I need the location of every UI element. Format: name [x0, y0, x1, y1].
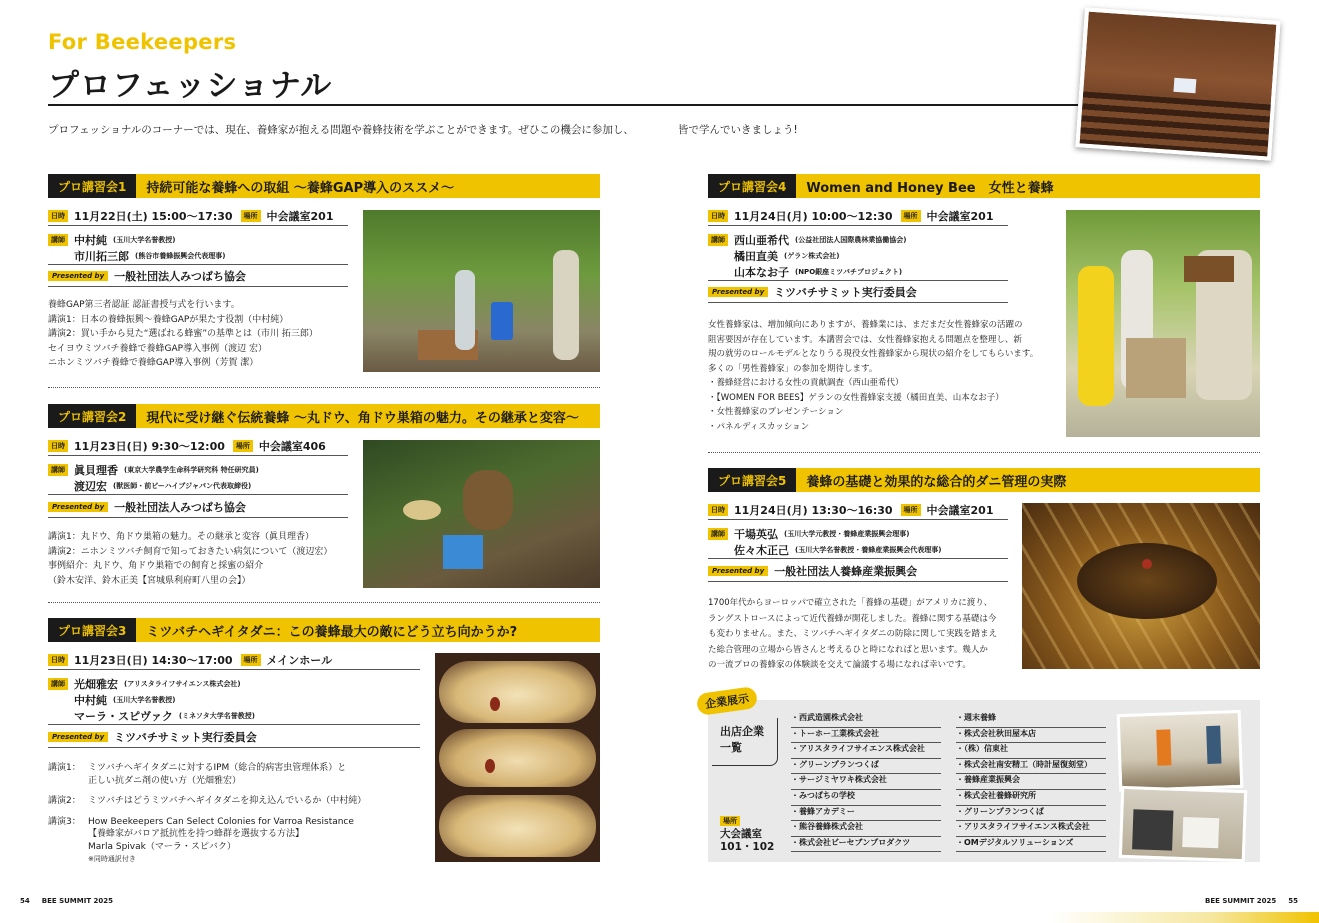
exhibitor-item: ・トーホー工業株式会社	[791, 728, 941, 744]
lecturer-name: マーラ・スピヴァク	[74, 710, 173, 723]
divider	[48, 286, 348, 287]
page-number-right: 55	[1288, 897, 1299, 905]
presented-label: Presented by	[48, 732, 108, 742]
lecturer-name: 橘田直美	[734, 250, 778, 263]
body-line: 養蜂GAP第三者認証 認証書授与式を行います。	[48, 300, 240, 310]
talk-3: How Beekeepers Can Select Colonies for Varroa Resistance	[88, 816, 354, 827]
divider	[708, 302, 1008, 303]
page-title: プロフェッショナル	[48, 68, 333, 104]
exhibitor-item: ・アリスタライフサイエンス株式会社	[791, 743, 941, 759]
talk-3-jp: 【養蜂家がバロア抵抗性を持つ蜂群を選抜する方法】	[88, 829, 305, 839]
expo-badge: 企業展示	[696, 686, 758, 716]
body-line: （鈴木安洋、鈴木正美【宮城県利府町八里の会】）	[48, 575, 251, 586]
body-line: 事例紹介：丸ドウ、角ドウ巣箱での飼育と採蜜の紹介	[48, 561, 264, 571]
lecture-5-date: 11月24日(月) 13:30～16:30	[734, 504, 893, 517]
date-label: 日時	[708, 504, 728, 516]
lecture-3-lecturer-1	[48, 676, 241, 692]
exhibitor-item: ・週末養蜂	[956, 712, 1106, 728]
body-line: 阻害要因が存在しています。本講習会では、女性養蜂家抱える問題点を整理し、新	[708, 334, 1022, 345]
lecture-1-lecturer-1	[48, 232, 175, 248]
body-line: 講演1：丸ドウ、角ドウ巣箱の魅力。その継承と変容（眞貝理香）	[48, 532, 315, 542]
body-line: 講演2：買い手から見た“選ばれる蜂蜜”の基準とは（市川 拓三郎）	[48, 329, 318, 339]
presenter-name: 一般社団法人みつばち協会	[114, 270, 246, 283]
page-number-left: 54	[20, 897, 30, 905]
lecture-5-header	[708, 468, 1260, 492]
exhibitor-item: ・（株）信東社	[956, 743, 1106, 759]
lecture-2-date: 11月23日(日) 9:30～12:00	[74, 440, 225, 453]
divider	[48, 494, 348, 495]
body-line: 1700年代からヨーロッパで確立された「養蜂の基礎」がアメリカに渡り、	[708, 598, 993, 608]
title-rule	[48, 104, 1078, 106]
body-line: 講演2：ニホンミツバチ飼育で知っておきたい病気について（渡辺宏）	[48, 546, 333, 557]
body-line: の一流プロの養蜂家の体験談を交えて論議する場になれば幸いです。	[708, 660, 971, 670]
lecture-5-lecturer-2	[734, 542, 941, 558]
lecture-4-venue: 中会議室201	[926, 210, 994, 223]
expo-venue	[720, 814, 774, 854]
exhibitor-item: ・OMデジタルソリューションズ	[956, 837, 1106, 853]
presented-label: Presented by	[708, 566, 768, 576]
talk-label: 講演3：	[48, 816, 81, 827]
talk-label: 講演2：	[48, 796, 81, 806]
lecture-5-datetime	[708, 502, 994, 518]
lecturer-affil: (玉川大学名誉教授・養蜂産業振興会代表理事)	[795, 546, 942, 554]
lecturer-affil: (アリスタライフサイエンス株式会社)	[124, 680, 241, 688]
interpretation-note: ※同時通訳付き	[88, 855, 136, 863]
lecture-3-datetime	[48, 652, 332, 668]
expo-photo-2	[1119, 786, 1247, 862]
exhibitor-item: ・養蜂アカデミー	[791, 806, 941, 822]
lecture-1-photo	[363, 210, 600, 372]
lecturer-affil: (東京大学農学生命科学研究科 特任研究員)	[124, 466, 259, 474]
lecture-1-presenter	[48, 268, 246, 284]
exhibitor-item: ・グリーンプランつくば	[956, 806, 1106, 822]
body-line: ・養蜂経営における女性の貢献調査（西山亜希代）	[708, 378, 904, 388]
venue-label: 場所	[241, 210, 261, 222]
exhibitor-item: ・サージミヤワキ株式会社	[791, 774, 941, 790]
lecture-4-date: 11月24日(月) 10:00～12:30	[734, 210, 893, 223]
exhibitor-item: ・みつばちの学校	[791, 790, 941, 806]
exhibitor-item: ・グリーンプランつくば	[791, 759, 941, 775]
section-divider	[48, 387, 600, 388]
divider	[708, 558, 1008, 559]
body-line: 女性養蜂家は、増加傾向にありますが、養蜂業には、まだまだ女性養蜂家の活躍の	[708, 320, 1023, 330]
divider	[708, 280, 1008, 281]
divider	[48, 724, 420, 725]
presenter-name: 一般社団法人養蜂産業振興会	[774, 565, 918, 578]
lecture-5-tag: プロ講習会5	[708, 468, 796, 492]
venue-label: 場所	[241, 654, 261, 666]
exhibitor-item: ・株式会社ビーセブンプロダクツ	[791, 837, 941, 853]
lecture-4-lecturer-3	[734, 264, 902, 280]
section-divider	[48, 602, 600, 603]
lecture-2-title: 現代に受け継ぐ伝統養蜂 ～丸ドウ、角ドウ巣箱の魅力。その継承と変容～	[146, 410, 579, 426]
divider	[708, 225, 1008, 226]
lecture-5-venue: 中会議室201	[926, 504, 994, 517]
exhibitor-item: ・株式会社養蜂研究所	[956, 790, 1106, 806]
lecture-2-photo	[363, 440, 600, 588]
lecture-2-header	[48, 404, 600, 428]
intro-text: プロフェッショナルのコーナーでは、現在、養蜂家が抱える問題や養蜂技術を学ぶことができます。ぜひこの機会に参加し、	[48, 124, 634, 136]
presenter-name: ミツバチサミット実行委員会	[774, 286, 917, 299]
presented-label: Presented by	[48, 502, 108, 512]
footer-title-left: BEE SUMMIT 2025	[41, 897, 114, 905]
lecturer-name: 佐々木正己	[734, 544, 789, 557]
lecture-2-lecturer-2	[74, 478, 251, 494]
lecturer-label: 講師	[708, 528, 728, 540]
lecture-4-datetime	[708, 208, 994, 224]
lecturer-affil: (玉川大学名誉教授)	[113, 696, 176, 704]
lecture-1-venue: 中会議室201	[266, 210, 334, 223]
lecture-5-presenter	[708, 563, 917, 579]
lecture-4-lecturer-2	[734, 248, 839, 264]
lecture-3-photo	[435, 653, 600, 862]
corner-stripe	[1050, 912, 1319, 923]
body-line: ・パネルディスカッション	[708, 421, 810, 432]
lecture-4-title: Women and Honey Bee 女性と養蜂	[806, 180, 1054, 196]
lecture-3-title: ミツバチヘギイタダニ：この養蜂最大の敵にどう立ち向かうか?	[146, 624, 518, 640]
lecture-2-body	[48, 530, 332, 588]
divider	[48, 225, 348, 226]
exhibitor-item: ・株式会社南安精工（時計屋復刻堂）	[956, 759, 1106, 775]
body-line: ラングストロースによって近代養蜂が開花しました。養蜂に関する基礎は今	[708, 613, 997, 624]
body-line: セイヨウミツバチ養蜂で養蜂GAP導入事例（渡辺 宏）	[48, 343, 267, 354]
body-line: 講演1：日本の養蜂振興～養蜂GAPが果たす役割（中村純）	[48, 314, 289, 325]
lecturer-affil: (玉川大学元教授・養蜂産業振興会理事)	[784, 530, 910, 538]
lecture-4-header	[708, 174, 1260, 198]
lecturer-label: 講師	[708, 234, 728, 246]
lecture-1-datetime	[48, 208, 334, 224]
lecturer-label: 講師	[48, 464, 68, 476]
lecture-3-body	[48, 762, 366, 866]
lecture-5-title: 養蜂の基礎と効果的な総合的ダニ管理の実際	[806, 474, 1067, 490]
lecturer-affil: (公益社団法人国際農林業協働協会)	[795, 236, 907, 244]
lecture-2-venue: 中会議室406	[258, 440, 326, 453]
lecture-3-tag: プロ講習会3	[48, 618, 136, 642]
exhibitor-item: ・熊谷養蜂株式会社	[791, 821, 941, 837]
presenter-name: 一般社団法人みつばち協会	[114, 501, 246, 514]
date-label: 日時	[708, 210, 728, 222]
lecturer-name: 眞貝理香	[74, 464, 118, 477]
lecture-4-photo	[1066, 210, 1260, 437]
divider	[708, 581, 1008, 582]
divider	[48, 669, 420, 670]
lecture-2-tag: プロ講習会2	[48, 404, 136, 428]
expo-photo-1	[1117, 710, 1244, 792]
lecture-4-lecturer-1	[708, 232, 906, 248]
lecture-hall-photo	[1075, 7, 1280, 160]
presented-label: Presented by	[708, 287, 768, 297]
lecture-4-body	[708, 318, 1038, 434]
lecturer-name: 中村純	[74, 694, 107, 707]
date-label: 日時	[48, 210, 68, 222]
date-label: 日時	[48, 654, 68, 666]
footer-right	[1205, 897, 1298, 905]
expo-venue-2: 101・102	[720, 841, 775, 853]
body-line: 多くの「男性養蜂家」の参加を期待します。	[708, 363, 878, 374]
lecturer-label: 講師	[48, 678, 68, 690]
lecture-5-body	[708, 596, 997, 674]
lecture-2-presenter	[48, 499, 246, 515]
expo-venue-1: 大会議室	[720, 828, 762, 840]
lecture-3-presenter	[48, 729, 257, 745]
lecture-1-date: 11月22日(土) 15:00～17:30	[74, 210, 233, 223]
lecturer-affil: (NPO銀座ミツバチプロジェクト)	[795, 268, 903, 276]
footer-title-right: BEE SUMMIT 2025	[1205, 897, 1277, 905]
body-line: ・【WOMEN FOR BEES】ゲランの女性養蜂家支援（橘田直美、山本なお子）	[708, 392, 1004, 403]
talk-1-cont: 正しい抗ダニ剤の使い方（光畑雅宏）	[88, 775, 242, 786]
exhibitor-item: ・西武造園株式会社	[791, 712, 941, 728]
lecture-3-date: 11月23日(日) 14:30～17:00	[74, 654, 233, 667]
lecture-5-lecturer-1	[708, 526, 909, 542]
body-line: ニホンミツバチ養蜂で養蜂GAP導入事例（芳賀 潔）	[48, 358, 259, 368]
venue-label: 場所	[901, 504, 921, 516]
talk-1: ミツバチヘギイタダニに対するIPM（総合的病害虫管理体系）と	[88, 763, 347, 773]
intro-text-2: 皆で学んでいきましょう!	[678, 124, 798, 136]
expo-heading-bracket	[712, 718, 778, 766]
lecture-4-presenter	[708, 284, 917, 300]
lecture-3-header	[48, 618, 600, 642]
lecture-1-lecturer-2	[74, 248, 225, 264]
body-line: た総合管理の立場から皆さんと考えるひと時になればと思います。幾人か	[708, 644, 988, 655]
lecture-4-tag: プロ講習会4	[708, 174, 796, 198]
lecture-2-datetime	[48, 438, 326, 454]
lecturer-label: 講師	[48, 234, 68, 246]
lecturer-name: 光畑雅宏	[74, 678, 118, 691]
lecture-3-lecturer-2	[74, 692, 175, 708]
lecture-1-title: 持続可能な養蜂への取組 ～養蜂GAP導入のススメ～	[146, 180, 455, 196]
lecturer-affil: (ミネソタ大学名誉教授)	[178, 712, 256, 720]
talk-2: ミツバチはどうミツバチヘギイタダニを抑え込んでいるか（中村純）	[88, 796, 367, 806]
lecture-2-lecturer-1	[48, 462, 259, 478]
exhibitor-list-1	[791, 712, 941, 852]
lecture-5-photo	[1022, 503, 1260, 669]
exhibitor-list-2	[956, 712, 1106, 852]
divider	[708, 519, 1008, 520]
divider	[48, 264, 348, 265]
section-divider	[708, 452, 1260, 453]
exhibitor-item: ・アリスタライフサイエンス株式会社	[956, 821, 1106, 837]
eyebrow: For Beekeepers	[48, 30, 237, 54]
lecturer-affil: (ゲラン株式会社)	[784, 252, 840, 260]
lecture-3-lecturer-3	[74, 708, 255, 724]
body-line: 規の就労のロールモデルとなりうる現役女性養蜂家から現状の紹介をしてもらいます。	[708, 349, 1039, 359]
lecturer-affil: (玉川大学名誉教授)	[113, 236, 176, 244]
divider	[48, 747, 420, 748]
talk-3-speaker: Marla Spivak（マーラ・スピバク）	[88, 841, 236, 852]
venue-label: 場所	[901, 210, 921, 222]
presented-label: Presented by	[48, 271, 108, 281]
exhibitor-item: ・株式会社秋田屋本店	[956, 728, 1106, 744]
lecturer-name: 山本なお子	[734, 266, 789, 279]
lecture-1-header	[48, 174, 600, 198]
divider	[48, 455, 348, 456]
lecturer-name: 西山亜希代	[734, 234, 789, 247]
date-label: 日時	[48, 440, 68, 452]
presenter-name: ミツバチサミット実行委員会	[114, 731, 257, 744]
venue-label: 場所	[720, 816, 740, 826]
lecturer-affil: (獣医師・前ビーハイブジャパン代表取締役)	[113, 482, 252, 490]
lecturer-affil: (熊谷市養蜂振興会代表理事)	[135, 252, 226, 260]
expo-heading-2: 一覧	[720, 741, 742, 754]
body-line: も変わりません。また、ミツバチヘギイタダニの防除に関して実践を踏まえ	[708, 629, 998, 639]
lecture-3-venue: メインホール	[266, 654, 333, 667]
exhibitor-item: ・養蜂産業振興会	[956, 774, 1106, 790]
lecture-1-body	[48, 298, 318, 371]
divider	[48, 517, 348, 518]
venue-label: 場所	[233, 440, 253, 452]
lecturer-name: 渡辺宏	[74, 480, 107, 493]
lecture-1-tag: プロ講習会1	[48, 174, 136, 198]
lecturer-name: 中村純	[74, 234, 107, 247]
lecturer-name: 干場英弘	[734, 528, 778, 541]
expo-heading-1: 出店企業	[720, 725, 764, 738]
body-line: ・女性養蜂家のプレゼンテーション	[708, 407, 844, 417]
talk-label: 講演1：	[48, 763, 81, 773]
footer-left	[20, 897, 113, 905]
lecturer-name: 市川拓三郎	[74, 250, 129, 263]
